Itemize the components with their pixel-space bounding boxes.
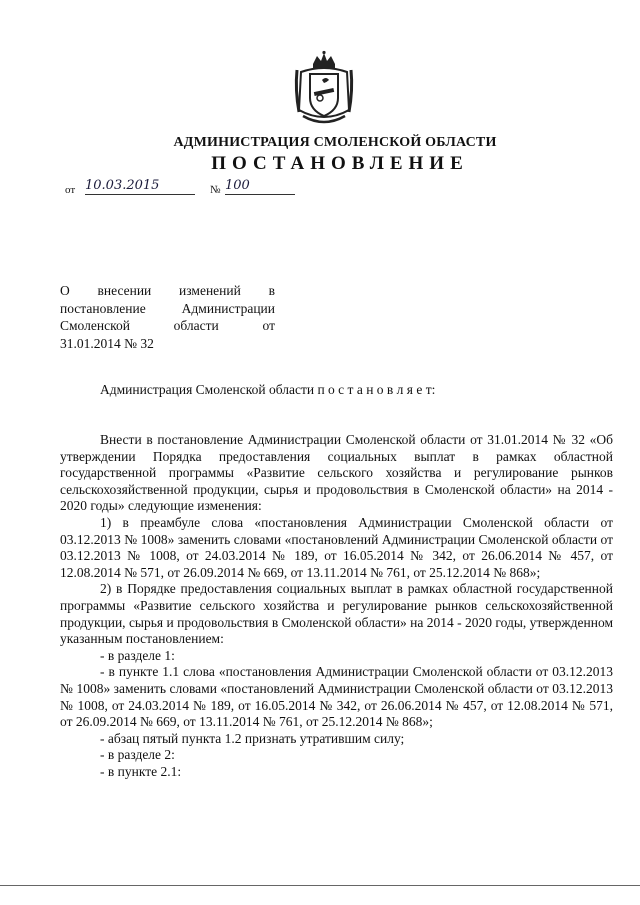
subject-line: Смоленской области от (60, 318, 275, 333)
body-paragraph: Внести в постановление Администрации Смоленской области от 31.01.2014 № 32 «Об утверждении Порядка предоставления социальных выплат в рамках областной государственной программы «Развитие сельского хозяйства и регулирование рынков сельскохозяйственной продукции, сырья и продовольствия в Смоленской области» на 2014 - 2020 годы» следующие изменения: (60, 432, 613, 514)
date-label: от (65, 184, 76, 196)
document-subject (60, 282, 275, 352)
body-paragraph: 1) в преамбуле слова «постановления Администрации Смоленской области от 03.12.2013 № 1008» заменить словами «постановлений Администрации Смоленской области от 03.12.2013 № 1008, от 24.03.2014 № 189, от 16.05.2014 № 342, от 26.06.2014 № 457, от 12.08.2014 № 571, от 26.09.2014 № 669, от 13.11.2014 № 761, от 25.12.2014 № 868»; (60, 514, 613, 580)
subject-line: постановление Администрации (60, 300, 275, 316)
smolensk-coat-of-arms-emblem (293, 50, 355, 128)
body-paragraph: - абзац пятый пункта 1.2 признать утратившим силу; (100, 730, 405, 746)
document-body (60, 432, 613, 780)
body-paragraph: - в разделе 2: (100, 747, 175, 763)
body-paragraph: - в пункте 1.1 слова «постановления Администрации Смоленской области от 03.12.2013 № 1008» заменить словами «постановлений Администрации Смоленской области от 03.12.2013 № 1008, от 24.03.2014 № 189, от 16.05.2014 № 342, от 26.06.2014 № 457, от 12.08.2014 № 571, от 26.09.2014 № 669, от 13.11.2014 № 761, от 25.12.2014 № 868»; (60, 664, 613, 730)
body-paragraph: - в пункте 2.1: (100, 763, 182, 779)
body-paragraph: - в разделе 1: (100, 647, 175, 663)
document-type-title: ПОСТАНОВЛЕНИЕ (211, 153, 469, 174)
organization-title: АДМИНИСТРАЦИЯ СМОЛЕНСКОЙ ОБЛАСТИ (173, 135, 497, 150)
date-value: 10.03.2015 (85, 178, 195, 195)
page-bottom-divider (0, 885, 640, 886)
subject-line: 31.01.2014 № 32 (60, 335, 154, 351)
body-paragraph: 2) в Порядке предоставления социальных выплат в рамках областной государственной программы «Развитие сельского хозяйства и регулирование рынков сельскохозяйственной продукции, сырья и продовольствия в Смоленской области» на 2014 - 2020 годы, утвержденном указанным постановлением: (60, 581, 613, 647)
subject-line: О внесении изменений в (60, 283, 275, 298)
decree-statement: Администрация Смоленской области п о с т а н о в л я е т: (100, 382, 436, 397)
number-value: 100 (225, 178, 295, 195)
number-label: № (210, 184, 221, 196)
